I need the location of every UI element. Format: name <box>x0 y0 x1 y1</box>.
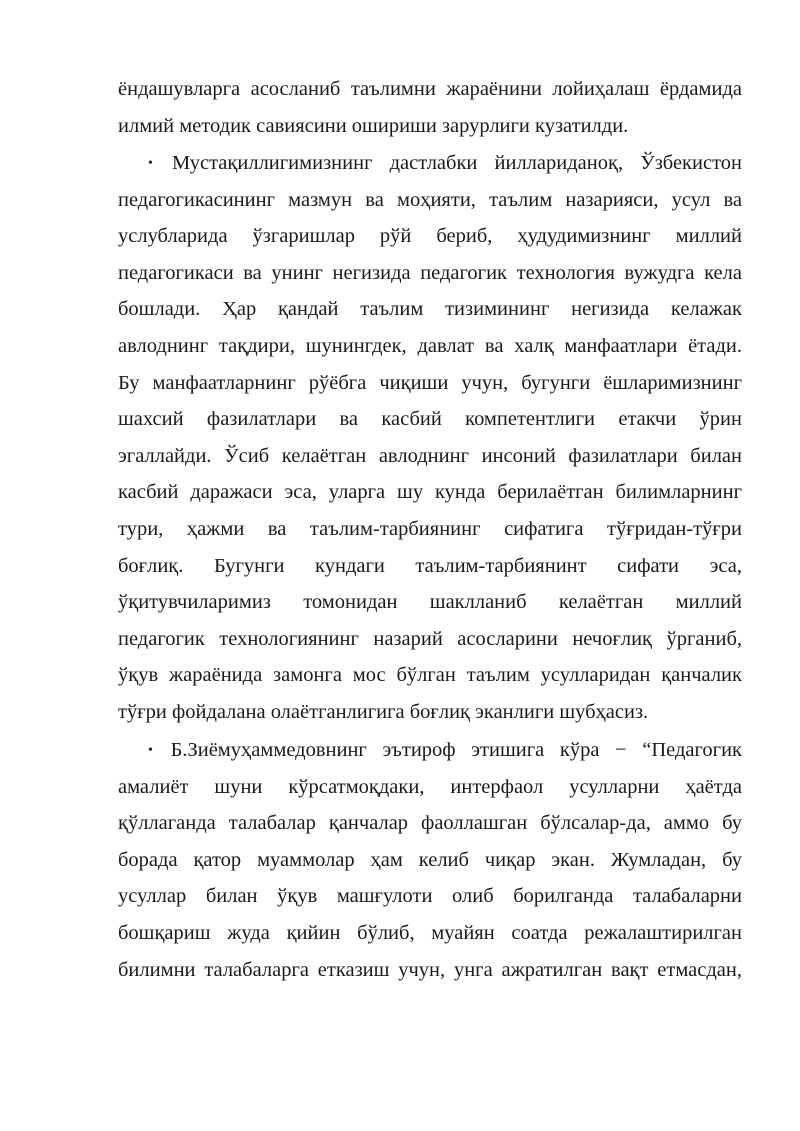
text-line: ўқув жараёнида замонга мос бўлган таълим усулларидан қанчалик <box>118 664 742 687</box>
text-line: билимни талабаларга етказиш учун, унга ажратилган вақт етмасдан, <box>118 958 742 981</box>
bullet-icon: • <box>148 156 153 171</box>
text-line: тўғри фойдалана олаётганлигига боғлиқ эканлиги шубҳасиз. <box>118 700 649 723</box>
text-line: Б.Зиёмуҳаммедовнинг эътироф этишига кўра − “Педагогик <box>170 739 743 761</box>
text-line: қўллаганда талабалар қанчалар фаоллашган бўлсалар-да, аммо бу <box>118 812 742 835</box>
paragraph-continuation <box>118 71 742 144</box>
text-line: шахсий фазилатлари ва касбий компетентлиги етакчи ўрин <box>118 408 742 431</box>
text-line: касбий даражаси эса, уларга шу кунда берилаётган билимларнинг <box>118 481 742 504</box>
text-line: усуллар билан ўқув машғулоти олиб борилганда талабаларни <box>118 885 742 908</box>
text-line: эгаллайди. Ўсиб келаётган авлоднинг инсоний фазилатлари билан <box>118 444 742 467</box>
text-line: Мустақиллигимизнинг дастлабки йиллариданоқ, Ўзбекистон <box>172 152 743 174</box>
text-line: авлоднинг тақдири, шунингдек, давлат ва халқ манфаатлари ётади. <box>118 334 742 357</box>
text-line: педагогик технологиянинг назарий асосларини нечоғлиқ ўрганиб, <box>118 627 742 650</box>
text-line: боғлиқ. Бугунги кундаги таълим-тарбиянинт сифати эса, <box>118 554 742 577</box>
text-line: илмий методик савиясини ошириши зарурлиги кузатилди. <box>118 114 629 137</box>
text-line: борада қатор муаммолар ҳам келиб чиқар экан. Жумладан, бу <box>118 848 742 871</box>
bullet-icon: • <box>148 743 153 758</box>
text-line-first <box>118 732 742 769</box>
text-line: бошлади. Ҳар қандай таълим тизимининг негизида келажак <box>118 298 742 321</box>
paragraph-quote <box>118 732 742 988</box>
text-line: бошқариш жуда қийин бўлиб, муайян соатда режалаштирилган <box>118 921 742 944</box>
text-line: ёндашувларга асосланиб таълимни жараёнини лойиҳалаш ёрдамида <box>118 78 742 100</box>
text-line-first <box>118 145 742 182</box>
text-line: ўқитувчиларимиз томонидан шаклланиб келаётган миллий <box>118 591 742 614</box>
text-line: услубларида ўзгаришлар рўй бериб, ҳудудимизнинг миллий <box>118 225 742 248</box>
paragraph-independence <box>118 145 742 731</box>
text-line: педагогикасининг мазмун ва моҳияти, таълим назарияси, усул ва <box>118 188 742 211</box>
text-line: амалиёт шуни кўрсатмоқдаки, интерфаол усулларни ҳаётда <box>118 775 742 798</box>
text-line: педагогикаси ва унинг негизида педагогик технология вужудга кела <box>118 261 742 284</box>
text-line: тури, ҳажми ва таълим-тарбиянинг сифатига тўғридан-тўғри <box>118 517 742 540</box>
text-line: Бу манфаатларнинг рўёбга чиқиши учун, бугунги ёшларимизнинг <box>118 371 742 394</box>
